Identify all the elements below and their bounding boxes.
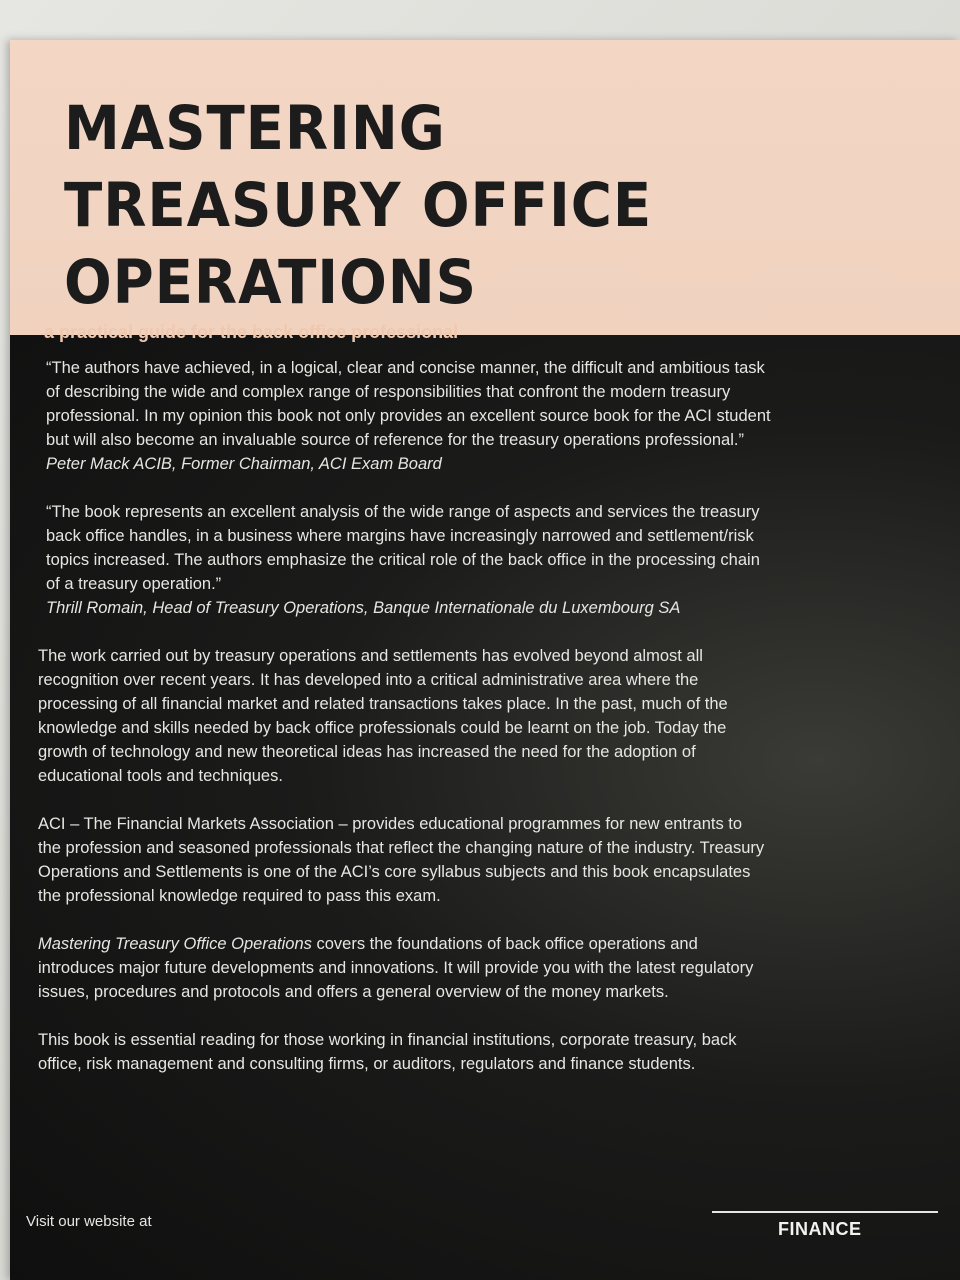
quote-2 <box>46 500 908 620</box>
cover-top-band <box>10 40 960 335</box>
paragraph-line: processing of all financial market and related transactions takes place. In the past, much of the <box>38 695 728 713</box>
title-line: OPERATIONS <box>64 247 477 318</box>
paragraph-line: growth of technology and new theoretical ideas has increased the need for the adoption of <box>38 743 696 761</box>
paragraph-line: the professional knowledge required to pass this exam. <box>38 887 441 905</box>
paragraph-3 <box>38 932 908 1004</box>
quote-line: professional. In my opinion this book not only provides an excellent source book for the ACI student <box>46 407 771 425</box>
quote-1 <box>46 356 908 476</box>
title-line: MASTERING <box>64 93 446 164</box>
paragraph-4 <box>38 1028 908 1076</box>
paragraph-line: Operations and Settlements is one of the ACI’s core syllabus subjects and this book encapsulates <box>38 863 751 881</box>
category-label: FINANCE <box>778 1219 862 1239</box>
subtitle: a practical guide for the back office professional <box>44 322 459 342</box>
paragraph-text: covers the foundations of back office operations and <box>311 935 698 953</box>
paragraph-line: the profession and seasoned professionals that reflect the changing nature of the industry. Treasury <box>38 839 765 857</box>
paragraph-line: recognition over recent years. It has developed into a critical administrative area where the <box>38 671 699 689</box>
blurb <box>38 320 908 1100</box>
paragraph-line: issues, procedures and protocols and offers a general overview of the money markets. <box>38 983 669 1001</box>
title-line: TREASURY OFFICE <box>64 170 653 241</box>
paragraph-2 <box>38 812 908 908</box>
quote-line: topics increased. The authors emphasize the critical role of the back office in the processing chain <box>46 551 760 569</box>
quote-line: back office handles, in a business where margins have increasingly narrowed and settlement/risk <box>46 527 754 545</box>
paragraph-line: introduces major future developments and innovations. It will provide you with the latest regulatory <box>38 959 754 977</box>
paragraph-line: ACI – The Financial Markets Association – provides educational programmes for new entrants to <box>38 815 743 833</box>
paragraph-1 <box>38 644 908 788</box>
paragraph-line: This book is essential reading for those working in financial institutions, corporate treasury, back <box>38 1031 737 1049</box>
paragraph-line: knowledge and skills needed by back office professionals could be learnt on the job. Today the <box>38 719 727 737</box>
footer-divider <box>712 1211 938 1213</box>
quote-attribution: Thrill Romain, Head of Treasury Operations, Banque Internationale du Luxembourg SA <box>46 599 681 617</box>
quote-line: “The book represents an excellent analysis of the wide range of aspects and services the treasury <box>46 503 760 521</box>
website-label: Visit our website at <box>26 1213 152 1230</box>
book-title <box>64 90 652 321</box>
quote-attribution: Peter Mack ACIB, Former Chairman, ACI Exam Board <box>46 455 442 473</box>
quote-line: of describing the wide and complex range of responsibilities that confront the modern treasury <box>46 383 731 401</box>
paragraph-line: office, risk management and consulting firms, or auditors, regulators and finance students. <box>38 1055 696 1073</box>
quote-line: of a treasury operation.” <box>46 575 222 593</box>
quote-line: but will also become an invaluable source of reference for the treasury operations professional.” <box>46 431 744 449</box>
paragraph-line: The work carried out by treasury operations and settlements has evolved beyond almost all <box>38 647 703 665</box>
book-title-italic: Mastering Treasury Office Operations <box>38 935 312 953</box>
quote-line: “The authors have achieved, in a logical, clear and concise manner, the difficult and ambitious task <box>46 359 765 377</box>
paragraph-line <box>38 932 908 956</box>
paragraph-line: educational tools and techniques. <box>38 767 283 785</box>
